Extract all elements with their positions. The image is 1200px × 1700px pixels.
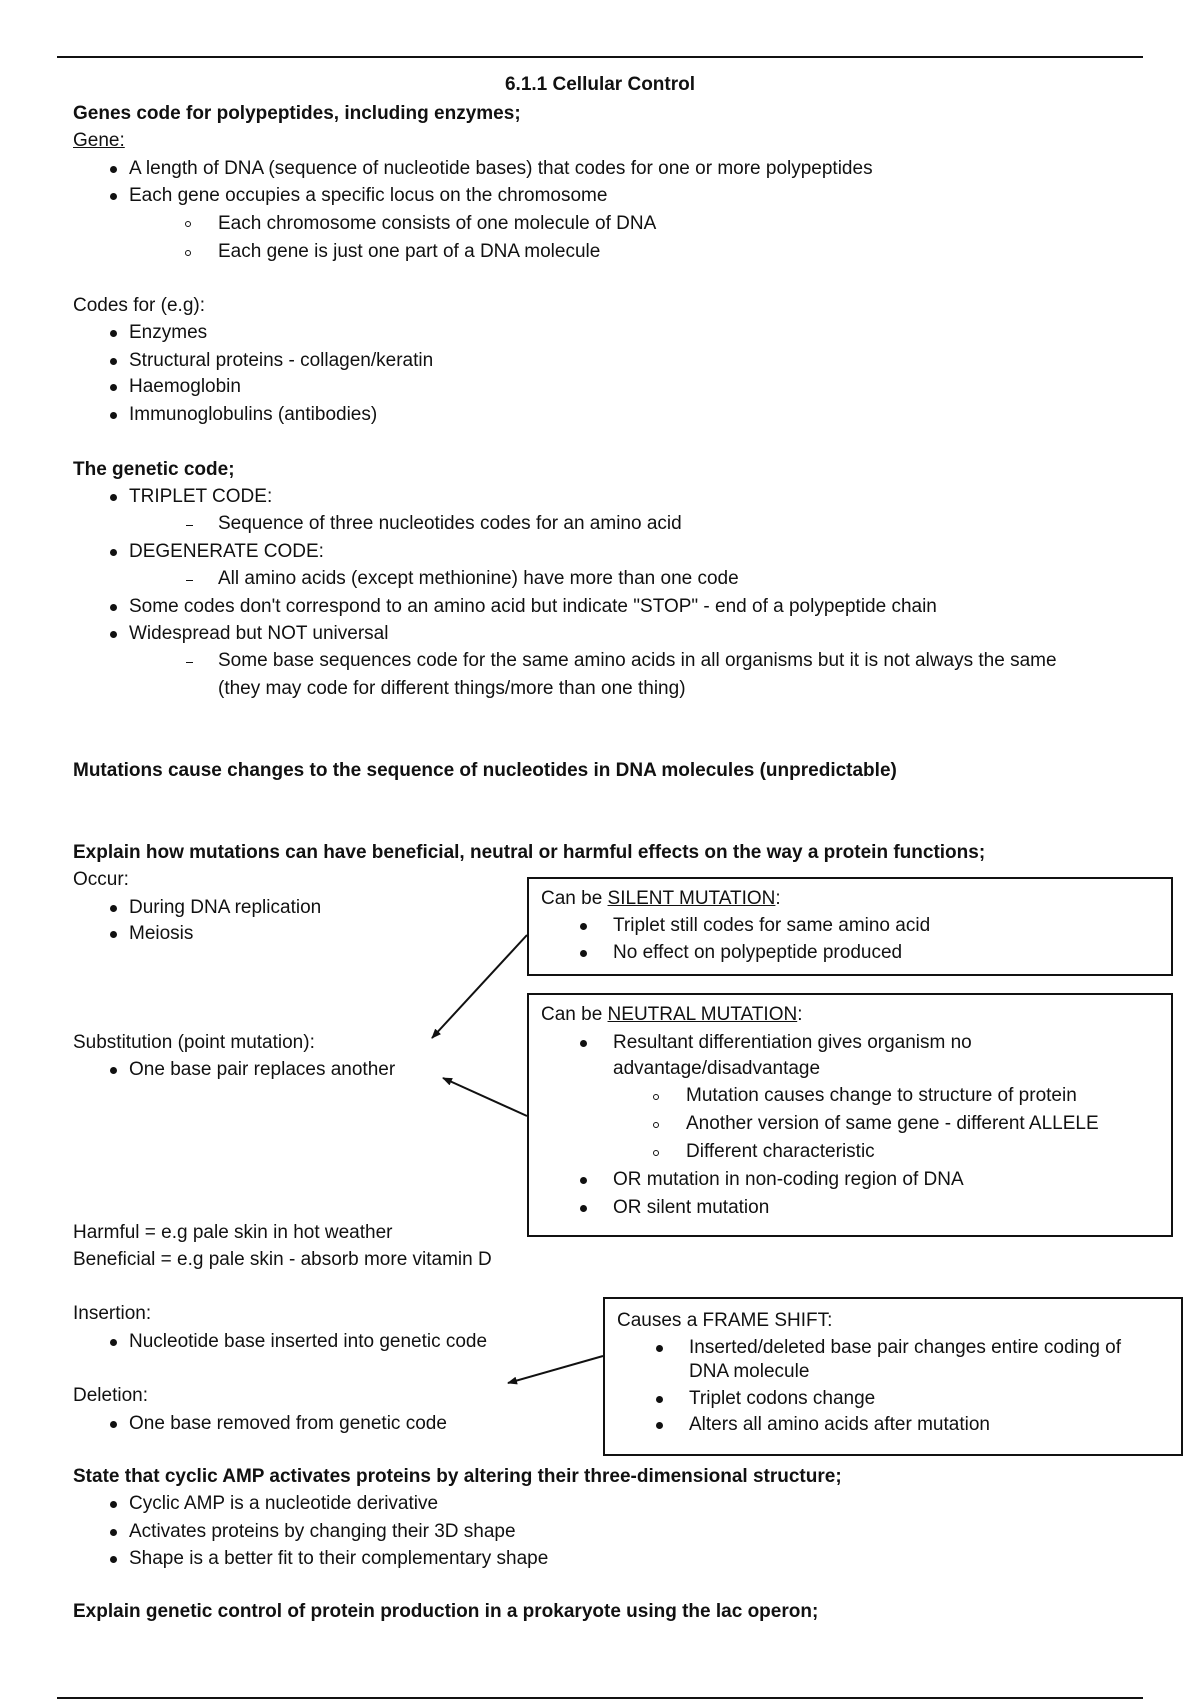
- neutral-subitem: Mutation causes change to structure of protein: [686, 1085, 1077, 1106]
- codes-for-item: Enzymes: [129, 322, 208, 343]
- gene-point-1: A length of DNA (sequence of nucleotide bases) that codes for one or more polypeptides: [129, 158, 873, 179]
- degenerate-code-detail: All amino acids (except methionine) have more than one code: [218, 568, 739, 589]
- genes-heading: Genes code for polypeptides, including enzymes;: [73, 103, 521, 124]
- insertion-item: Nucleotide base inserted into genetic code: [129, 1331, 488, 1352]
- deletion-item: One base removed from genetic code: [129, 1413, 447, 1434]
- page-title: 6.1.1 Cellular Control: [504, 74, 696, 95]
- neutral-item: OR silent mutation: [613, 1197, 770, 1218]
- mutations-heading: Mutations cause changes to the sequence of nucleotides in DNA molecules (unpredictable): [73, 760, 897, 781]
- gene-label: Gene:: [73, 130, 125, 151]
- frame-shift-item-1-line-2: DNA molecule: [689, 1361, 810, 1382]
- silent-mutation-title: Can be SILENT MUTATION:: [541, 888, 781, 909]
- beneficial-example: Beneficial = e.g pale skin - absorb more vitamin D: [73, 1249, 492, 1270]
- gene-point-2: Each gene occupies a specific locus on the chromosome: [129, 185, 608, 206]
- camp-item: Shape is a better fit to their complementary shape: [129, 1548, 549, 1569]
- widespread-detail-line-2: (they may code for different things/more than one thing): [218, 678, 686, 699]
- frame-shift-item: Alters all amino acids after mutation: [689, 1414, 990, 1435]
- neutral-subitem: Another version of same gene - different ALLELE: [686, 1113, 1099, 1134]
- neutral-subitem: Different characteristic: [686, 1141, 875, 1162]
- occur-label: Occur:: [73, 869, 129, 890]
- camp-item: Cyclic AMP is a nucleotide derivative: [129, 1493, 439, 1514]
- occur-item: During DNA replication: [129, 897, 322, 918]
- bottom-rule: [57, 1697, 1143, 1699]
- frame-shift-item: Triplet codons change: [689, 1388, 876, 1409]
- frame-shift-item-1-line-1: Inserted/deleted base pair changes entire coding of: [689, 1337, 1122, 1358]
- neutral-item-1-line-1: Resultant differentiation gives organism no: [613, 1032, 972, 1053]
- neutral-mutation-title: Can be NEUTRAL MUTATION:: [541, 1004, 803, 1025]
- occur-item: Meiosis: [129, 923, 194, 944]
- substitution-label: Substitution (point mutation):: [73, 1032, 315, 1053]
- harmful-example: Harmful = e.g pale skin in hot weather: [73, 1222, 393, 1243]
- gene-subpoint-2: Each gene is just one part of a DNA molecule: [218, 241, 601, 262]
- widespread-detail-line-1: Some base sequences code for the same amino acids in all organisms but it is not always the same: [218, 650, 1057, 671]
- genetic-code-heading: The genetic code;: [73, 459, 235, 480]
- frame-shift-title: Causes a FRAME SHIFT:: [617, 1310, 833, 1331]
- silent-item: No effect on polypeptide produced: [613, 942, 903, 963]
- frame-shift-to-insertion-deletion-arrow: [508, 1356, 603, 1383]
- triplet-code-detail: Sequence of three nucleotides codes for an amino acid: [218, 513, 682, 534]
- stop-code: Some codes don't correspond to an amino acid but indicate "STOP" - end of a polypeptide chain: [129, 596, 937, 617]
- codes-for-item: Haemoglobin: [129, 376, 241, 397]
- codes-for-item: Immunoglobulins (antibodies): [129, 404, 378, 425]
- neutral-item-1-line-2: advantage/disadvantage: [613, 1058, 821, 1079]
- degenerate-code: DEGENERATE CODE:: [129, 541, 324, 562]
- codes-for-item: Structural proteins - collagen/keratin: [129, 350, 434, 371]
- explain-mutations-heading: Explain how mutations can have beneficial, neutral or harmful effects on the way a protein functions;: [73, 842, 986, 863]
- neutral-to-substitution-arrow: [443, 1078, 527, 1116]
- widespread-code: Widespread but NOT universal: [129, 623, 389, 644]
- lac-operon-heading: Explain genetic control of protein production in a prokaryote using the lac operon;: [73, 1601, 819, 1622]
- silent-to-substitution-arrow: [432, 935, 527, 1038]
- deletion-label: Deletion:: [73, 1385, 148, 1406]
- insertion-label: Insertion:: [73, 1303, 152, 1324]
- camp-heading: State that cyclic AMP activates proteins by altering their three-dimensional structure;: [73, 1466, 842, 1487]
- triplet-code: TRIPLET CODE:: [129, 486, 273, 507]
- codes-for-label: Codes for (e.g):: [73, 295, 205, 316]
- gene-subpoint-1: Each chromosome consists of one molecule of DNA: [218, 213, 657, 234]
- silent-item: Triplet still codes for same amino acid: [613, 915, 931, 936]
- neutral-item: OR mutation in non-coding region of DNA: [613, 1169, 964, 1190]
- camp-item: Activates proteins by changing their 3D shape: [129, 1521, 516, 1542]
- substitution-item: One base pair replaces another: [129, 1059, 396, 1080]
